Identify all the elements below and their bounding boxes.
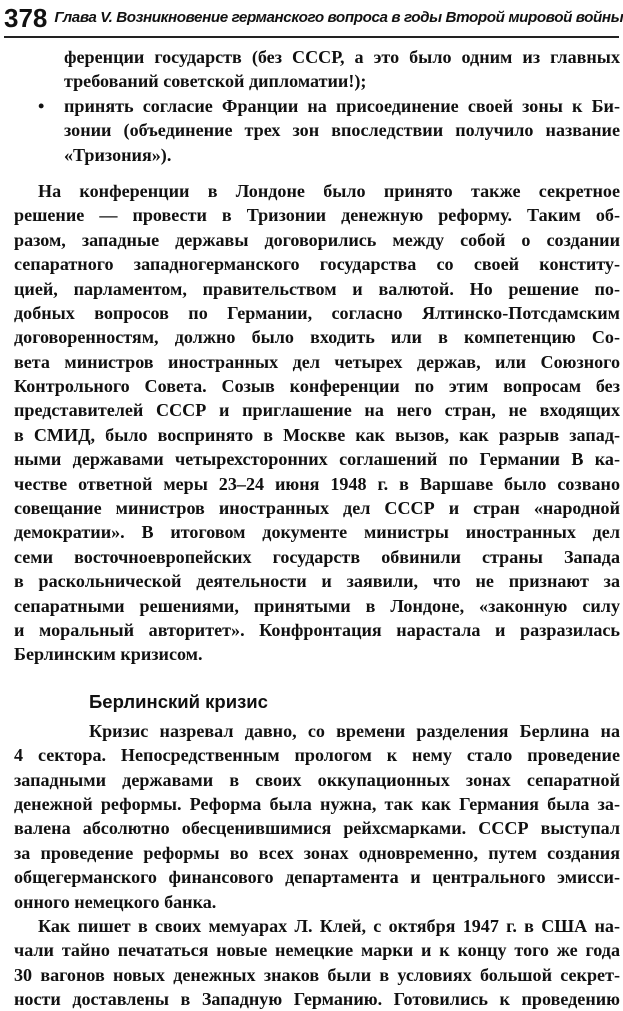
text-line: «Тризония»). — [64, 144, 172, 165]
text-line: На конференции в Лондоне было принято также секретное — [38, 180, 620, 201]
text-line: ференции государств (без СССР, а это было одним из главных — [64, 47, 620, 67]
text-line: требований советской дипломатии!); — [64, 71, 367, 92]
chapter-title: Глава V. Возникновение германского вопроса в годы Второй мировой войны — [54, 9, 623, 26]
running-head — [4, 2, 623, 38]
text-line: Контрольного Совета. Созыв конференции по этим вопросам без — [14, 376, 620, 397]
text-line: добных вопросов по Германии, согласно Ялтинско-Потсдамским — [14, 302, 620, 323]
paragraph — [14, 914, 620, 1011]
text-line: 4 сектора. Непосредственным прологом к нему стало проведение — [14, 745, 620, 766]
text-line: ными державами четырехсторонних соглашений по Германии В ка- — [14, 449, 620, 470]
paragraph — [14, 179, 620, 667]
text-line: сепаратного западногерманского государства со своей конститу- — [14, 254, 620, 275]
text-line: за проведение реформы во всех зонах одновременно, путем создания — [14, 842, 620, 863]
text-line: 30 вагонов новых денежных знаков были в условиях большой секрет- — [14, 964, 620, 985]
section-heading: Берлинский кризис — [89, 690, 268, 712]
text-line: Кризис назревал давно, со времени разделения Берлина на — [89, 720, 620, 741]
text-line: чали тайно печататься новые немецкие марки и к концу того же года — [14, 940, 620, 961]
text-line: совещание министров иностранных дел СССР и стран «народной — [14, 498, 620, 519]
text-line: решение — провести в Тризонии денежную реформу. Таким об- — [14, 205, 620, 226]
text-line: разом, западные державы договорились между собой о создании — [14, 229, 620, 250]
text-line: валена абсолютно обесценившимися рейхсмарками. СССР выступал — [14, 818, 620, 839]
text-line: честве ответной меры 23–24 июня 1948 г. в Варшаве было созвано — [14, 473, 620, 494]
list-item — [14, 94, 620, 167]
list-item — [14, 45, 620, 94]
text-line: демократии». В итоговом документе министры иностранных дел — [14, 522, 620, 543]
text-line: сепаратными решениями, принятыми в Лондоне, «законную силу — [14, 595, 620, 616]
body-text — [14, 45, 620, 1011]
text-line: вета министров иностранных дел четырех держав, или Союзного — [14, 351, 620, 372]
text-line: в раскольнической деятельности и заявили, что не признают за — [14, 571, 620, 592]
text-line: принять согласие Франции на присоединение своей зоны к Би- — [64, 95, 620, 116]
text-line: договоренностям, должно было входить или в компетенцию Со- — [14, 327, 620, 348]
page-number: 378 — [4, 3, 48, 33]
text-line: цией, парламентом, правительством и валютой. Но решение по- — [14, 278, 620, 299]
text-line: общегерманского финансового департамента и центрального эмисси- — [14, 867, 620, 888]
text-line: зонии (объединение трех зон впоследствии получило название — [64, 120, 620, 141]
text-line: онного немецкого банка. — [14, 891, 217, 912]
text-line: Как пишет в своих мемуарах Л. Клей, с октября 1947 г. в США на- — [38, 915, 620, 936]
text-line: ности доставлены в Западную Германию. Готовились к проведению — [14, 989, 620, 1010]
paragraph — [14, 719, 620, 914]
bullet-marker: • — [38, 95, 45, 116]
text-line: и моральный авторитет». Конфронтация нарастала и разразилась — [14, 619, 620, 640]
text-line: представителей СССР и приглашение на него стран, не входящих — [14, 400, 620, 421]
text-line: западными державами в своих оккупационных зонах сепаратной — [14, 769, 620, 790]
text-line: денежной реформы. Реформа была нужна, так как Германия была за- — [14, 793, 620, 814]
text-line: в СМИД, было воспринято в Москве как вызов, как разрыв запад- — [14, 424, 620, 445]
text-line: Берлинским кризисом. — [14, 644, 203, 665]
text-line: семи восточноевропейских государств обвинили страны Запада — [14, 546, 620, 567]
